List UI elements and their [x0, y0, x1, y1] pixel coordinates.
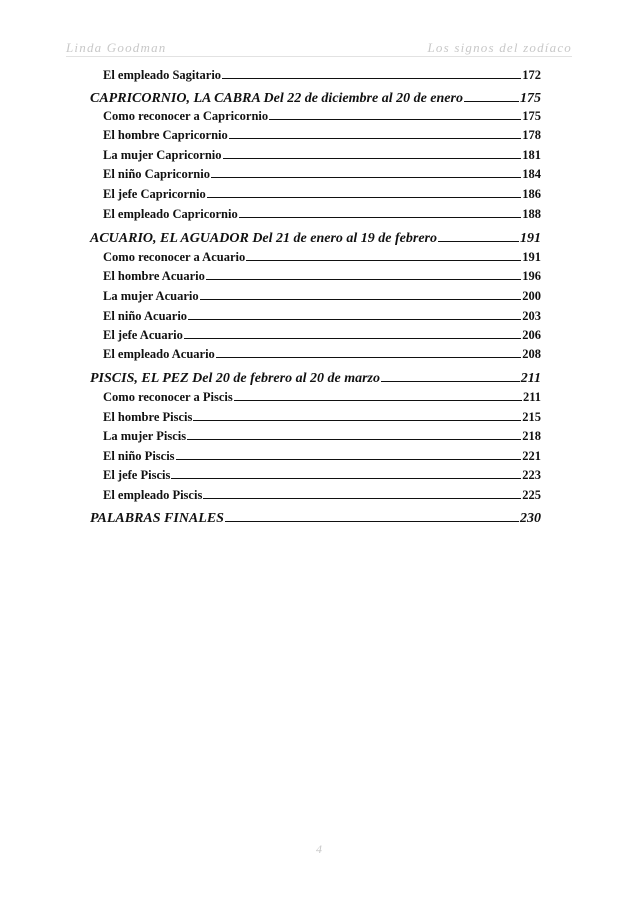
toc-entry-page: 221 [522, 449, 541, 463]
toc-section-entry [103, 109, 541, 124]
toc-section-entry [103, 128, 541, 143]
toc-leader-line [207, 196, 521, 198]
toc-leader-line [176, 458, 522, 460]
toc-section-entry [103, 148, 541, 163]
toc-section-entry [103, 309, 541, 324]
toc-entry-page: 196 [522, 269, 541, 283]
running-header [66, 40, 572, 57]
toc-section-entry [103, 347, 541, 362]
toc-leader-line [223, 157, 522, 159]
toc-entry-title: La mujer Acuario [103, 289, 199, 303]
toc-leader-line [193, 419, 521, 421]
toc-section-entry [103, 468, 541, 483]
toc-section-entry [103, 269, 541, 284]
toc-entry-title: El empleado Piscis [103, 488, 203, 502]
toc-section-entry [103, 187, 541, 202]
toc-entry-page: 218 [522, 429, 541, 443]
toc-chapter-entry [90, 511, 541, 527]
toc-entry-page: 184 [522, 167, 541, 181]
header-book-title: Los signos del zodíaco [427, 40, 572, 55]
toc-leader-line [188, 318, 521, 320]
toc-leader-line [225, 520, 519, 522]
toc-leader-line [269, 118, 521, 120]
toc-leader-line [171, 477, 521, 479]
toc-entry-title: El empleado Acuario [103, 347, 215, 361]
page-number: 4 [316, 842, 322, 856]
toc-section-entry [103, 449, 541, 464]
header-author: Linda Goodman [66, 40, 167, 55]
toc-entry-title: El jefe Acuario [103, 328, 183, 342]
toc-leader-line [187, 438, 521, 440]
toc-entry-page: 191 [522, 250, 541, 264]
toc-chapter-entry [90, 371, 541, 387]
toc-leader-line [234, 399, 522, 401]
toc-entry-page: 181 [522, 148, 541, 162]
toc-entry-title: La mujer Capricornio [103, 148, 222, 162]
toc-section-entry [103, 410, 541, 425]
toc-entry-title: Como reconocer a Piscis [103, 390, 233, 404]
toc-section-entry [103, 328, 541, 343]
toc-entry-title: El niño Piscis [103, 449, 175, 463]
toc-entry-page: 223 [522, 468, 541, 482]
toc-entry-title: La mujer Piscis [103, 429, 187, 443]
toc-section-entry [103, 68, 541, 83]
toc-entry-title: El hombre Piscis [103, 410, 193, 424]
toc-leader-line [246, 259, 521, 261]
toc-entry-title: Como reconocer a Capricornio [103, 109, 269, 123]
toc-leader-line [239, 216, 522, 218]
toc-leader-line [184, 337, 521, 339]
toc-entry-page: 172 [522, 68, 541, 82]
toc-leader-line [464, 100, 519, 102]
toc-entry-title: CAPRICORNIO, LA CABRA Del 22 de diciembre al 20 de enero [90, 91, 463, 106]
toc-leader-line [200, 298, 522, 300]
toc-entry-page: 175 [520, 91, 541, 106]
toc-entry-page: 203 [522, 309, 541, 323]
toc-entry-title: El niño Acuario [103, 309, 188, 323]
toc-entry-page: 191 [520, 231, 541, 246]
toc-leader-line [381, 380, 520, 382]
toc-entry-title: PALABRAS FINALES [90, 511, 224, 526]
toc-leader-line [216, 356, 521, 358]
toc-entry-page: 178 [522, 128, 541, 142]
toc-chapter-entry [90, 231, 541, 247]
toc-leader-line [222, 77, 521, 79]
toc-entry-page: 175 [522, 109, 541, 123]
toc-entry-page: 208 [522, 347, 541, 361]
toc-entry-title: El niño Capricornio [103, 167, 210, 181]
toc-section-entry [103, 207, 541, 222]
toc-section-entry [103, 289, 541, 304]
toc-entry-page: 206 [522, 328, 541, 342]
toc-entry-title: ACUARIO, EL AGUADOR Del 21 de enero al 19 de febrero [90, 231, 438, 246]
toc-entry-title: El empleado Sagitario [103, 68, 222, 82]
toc-entry-page: 215 [522, 410, 541, 424]
toc-section-entry [103, 390, 541, 405]
toc-section-entry [103, 488, 541, 503]
toc-entry-page: 230 [520, 511, 541, 526]
toc-entry-title: El empleado Capricornio [103, 207, 238, 221]
toc-entry-page: 211 [520, 371, 541, 386]
toc-leader-line [211, 176, 521, 178]
toc-entry-title: El jefe Capricornio [103, 187, 206, 201]
toc-entry-title: El jefe Piscis [103, 468, 171, 482]
toc-section-entry [103, 250, 541, 265]
toc-entry-page: 225 [522, 488, 541, 502]
toc-entry-page: 188 [522, 207, 541, 221]
toc-entry-title: Como reconocer a Acuario [103, 250, 246, 264]
toc-section-entry [103, 429, 541, 444]
toc-leader-line [203, 497, 521, 499]
toc-entry-title: El hombre Capricornio [103, 128, 228, 142]
toc-entry-title: El hombre Acuario [103, 269, 205, 283]
toc-section-entry [103, 167, 541, 182]
toc-chapter-entry [90, 91, 541, 107]
toc-leader-line [438, 240, 519, 242]
toc-entry-title: PISCIS, EL PEZ Del 20 de febrero al 20 de marzo [90, 371, 380, 386]
toc-leader-line [206, 278, 521, 280]
toc-leader-line [229, 137, 521, 139]
toc-entry-page: 211 [522, 390, 541, 404]
toc-entry-page: 200 [522, 289, 541, 303]
toc-entry-page: 186 [522, 187, 541, 201]
